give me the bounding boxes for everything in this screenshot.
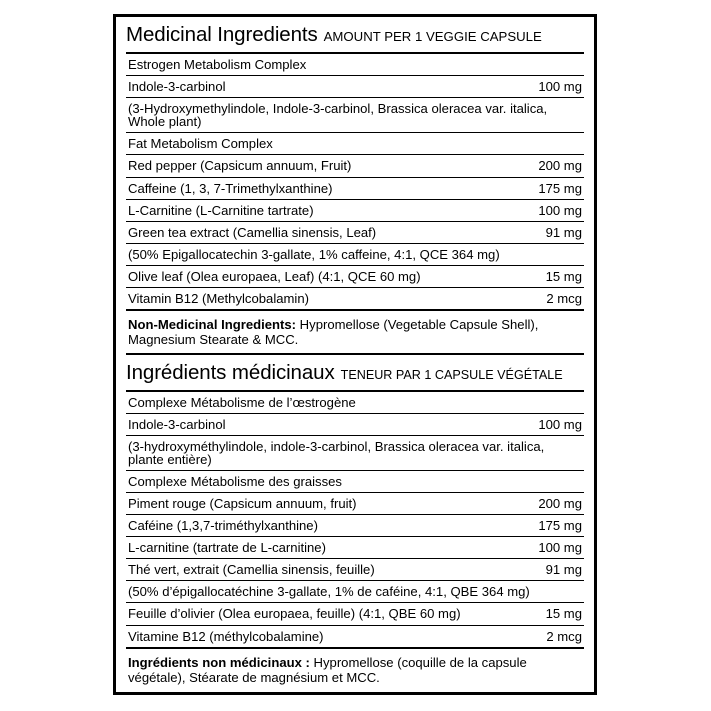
- table-row: [126, 98, 584, 133]
- french-nonmedicinal-block: [126, 649, 584, 692]
- ingredient-name: Green tea extract (Camellia sinensis, Leaf): [128, 224, 377, 240]
- ingredient-name: Complexe Métabolisme des graisses: [128, 473, 342, 489]
- ingredient-amount: 2 mcg: [546, 291, 582, 307]
- table-row: [126, 244, 584, 266]
- english-nonmedicinal-text: Hypromellose (Vegetable Capsule Shell), Magnesium Stearate & MCC.: [128, 317, 539, 348]
- ingredient-name: Fat Metabolism Complex: [128, 136, 273, 152]
- english-nonmedicinal-label: Non-Medicinal Ingredients:: [128, 317, 297, 333]
- french-heading-title: Ingrédients médicinaux: [126, 360, 335, 384]
- table-row: [126, 581, 584, 603]
- ingredient-name: (3-hydroxyméthylindole, indole-3-carbinol, Brassica oleracea var. italica, plante entière): [128, 438, 545, 467]
- french-nonmedicinal-label: Ingrédients non médicinaux :: [128, 654, 310, 670]
- table-row: [126, 288, 584, 311]
- panel-inner: [116, 17, 594, 692]
- ingredient-name: (3-Hydroxymethylindole, Indole-3-carbinol, Brassica oleracea var. italica, Whole plant): [128, 101, 548, 130]
- english-heading-title: Medicinal Ingredients: [126, 23, 318, 46]
- ingredient-amount: 200 mg: [538, 158, 582, 174]
- table-row: [126, 133, 584, 155]
- ingredient-amount: 2 mcg: [546, 628, 582, 644]
- english-heading: [126, 17, 584, 54]
- ingredient-name: Vitamine B12 (méthylcobalamine): [128, 628, 324, 644]
- ingredient-name: L-Carnitine (L-Carnitine tartrate): [128, 202, 314, 218]
- table-row: [126, 436, 584, 471]
- table-row: [126, 222, 584, 244]
- french-nonmedicinal-text: Hypromellose (coquille de la capsule végétale), Stéarate de magnésium et MCC.: [128, 654, 527, 685]
- ingredient-name: Thé vert, extrait (Camellia sinensis, feuille): [128, 562, 375, 578]
- ingredient-name: Vitamin B12 (Methylcobalamin): [128, 291, 309, 307]
- table-row: [126, 537, 584, 559]
- french-heading-subtitle: TENEUR PAR 1 CAPSULE VÉGÉTALE: [340, 367, 563, 382]
- ingredient-name: Feuille d’olivier (Olea europaea, feuille) (4:1, QBE 60 mg): [128, 606, 461, 622]
- table-row: [126, 471, 584, 493]
- ingredient-amount: 100 mg: [538, 540, 582, 556]
- ingredient-name: Indole-3-carbinol: [128, 79, 226, 95]
- table-row: [126, 54, 584, 76]
- ingredient-name: Piment rouge (Capsicum annuum, fruit): [128, 495, 357, 511]
- ingredient-amount: 100 mg: [538, 416, 582, 432]
- table-row: [126, 392, 584, 414]
- ingredient-amount: 100 mg: [538, 202, 582, 218]
- ingredient-amount: 15 mg: [545, 268, 582, 284]
- table-row: [126, 266, 584, 288]
- ingredient-amount: 200 mg: [538, 495, 582, 511]
- ingredient-amount: 91 mg: [545, 562, 582, 578]
- ingredient-amount: 100 mg: [538, 79, 582, 95]
- table-row: [126, 155, 584, 177]
- table-row: [126, 414, 584, 436]
- ingredient-name: Estrogen Metabolism Complex: [128, 57, 307, 72]
- table-row: [126, 178, 584, 200]
- table-row: [126, 626, 584, 649]
- ingredient-name: (50% d’épigallocatéchine 3-gallate, 1% de caféine, 4:1, QBE 364 mg): [128, 584, 530, 600]
- ingredient-name: (50% Epigallocatechin 3-gallate, 1% caffeine, 4:1, QCE 364 mg): [128, 246, 500, 262]
- table-row: [126, 200, 584, 222]
- ingredient-name: Caféine (1,3,7-triméthylxanthine): [128, 518, 318, 534]
- ingredient-name: Complexe Métabolisme de l’œstrogène: [128, 394, 356, 410]
- french-heading: [126, 355, 584, 392]
- table-row: [126, 515, 584, 537]
- ingredient-amount: 175 mg: [538, 518, 582, 534]
- ingredient-name: Red pepper (Capsicum annuum, Fruit): [128, 158, 352, 174]
- ingredient-name: Caffeine (1, 3, 7-Trimethylxanthine): [128, 180, 333, 196]
- ingredient-amount: 175 mg: [538, 180, 582, 196]
- english-heading-subtitle: AMOUNT PER 1 VEGGIE CAPSULE: [323, 29, 542, 44]
- table-row: [126, 76, 584, 98]
- english-nonmedicinal-block: [126, 311, 584, 354]
- table-row: [126, 603, 584, 625]
- ingredient-name: Indole-3-carbinol: [128, 416, 226, 432]
- table-row: [126, 493, 584, 515]
- table-row: [126, 559, 584, 581]
- ingredient-name: Olive leaf (Olea europaea, Leaf) (4:1, QCE 60 mg): [128, 268, 421, 284]
- ingredient-amount: 91 mg: [545, 224, 582, 240]
- ingredient-amount: 15 mg: [545, 606, 582, 622]
- supplement-facts-panel: [113, 14, 597, 695]
- ingredient-name: L-carnitine (tartrate de L-carnitine): [128, 540, 326, 556]
